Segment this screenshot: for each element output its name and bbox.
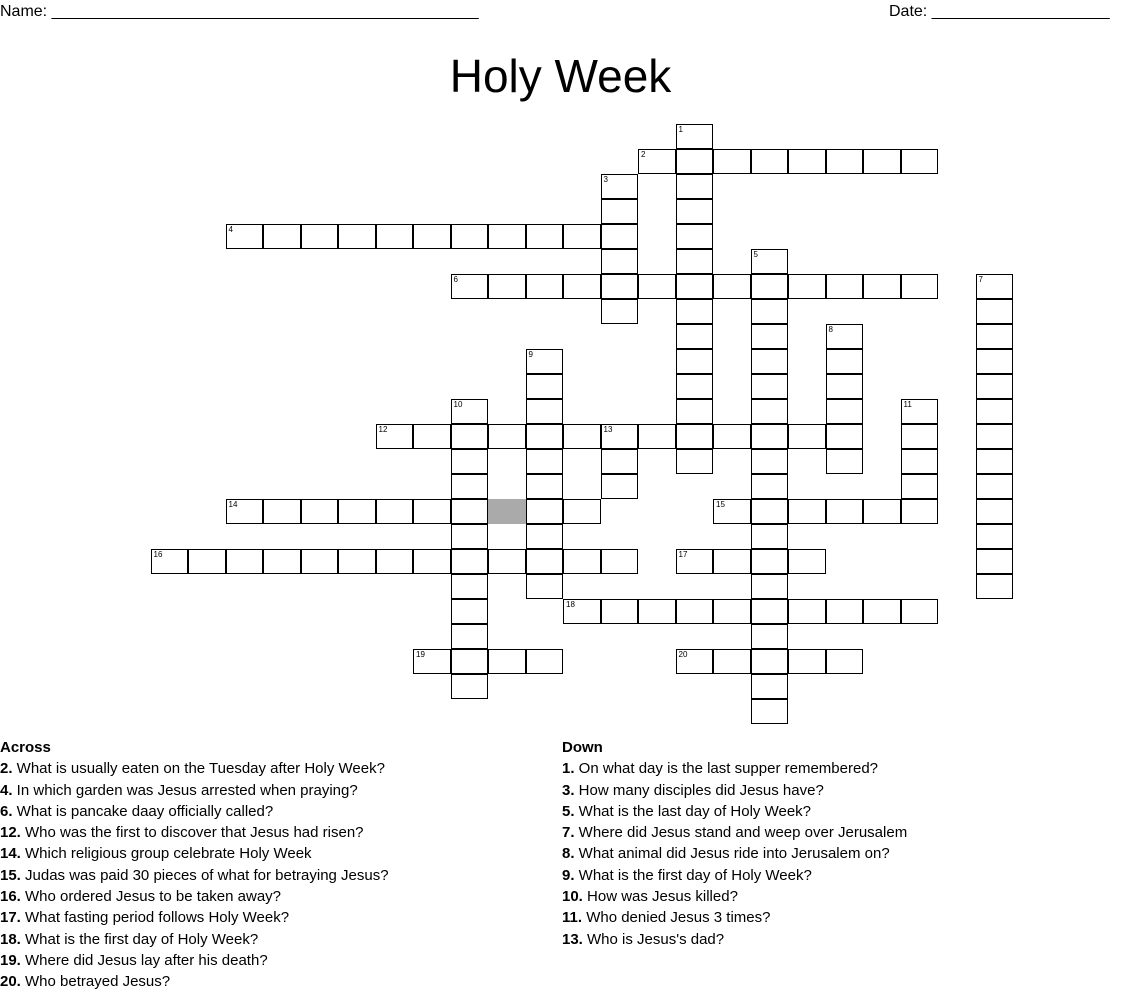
grid-cell[interactable]	[526, 399, 564, 424]
grid-cell[interactable]	[638, 274, 676, 299]
clue-item-number: 10.	[562, 888, 583, 906]
clue-item-text: What animal did Jesus ride into Jerusalem on?	[574, 845, 890, 863]
grid-cell[interactable]	[601, 249, 639, 274]
clue-item-number: 12.	[0, 824, 21, 842]
clue-item-number: 2.	[0, 760, 13, 778]
down-heading: Down	[562, 739, 603, 756]
grid-cell[interactable]	[638, 424, 676, 449]
grid-cell[interactable]	[826, 424, 864, 449]
grid-cell[interactable]	[713, 499, 751, 524]
grid-cell[interactable]	[451, 599, 489, 624]
clue-item-text: What is pancake daay officially called?	[12, 802, 274, 820]
page-title: Holy Week	[449, 50, 672, 102]
grid-cell[interactable]	[263, 499, 301, 524]
grid-cell[interactable]	[751, 674, 789, 699]
grid-cell[interactable]	[601, 549, 639, 574]
clue-item	[562, 865, 907, 886]
grid-cell[interactable]	[376, 499, 414, 524]
grid-cell[interactable]	[901, 424, 939, 449]
grid-cell[interactable]	[751, 374, 789, 399]
grid-cell[interactable]	[451, 499, 489, 524]
grid-cell[interactable]	[413, 499, 451, 524]
grid-cell[interactable]	[976, 499, 1014, 524]
grid-cell[interactable]	[488, 224, 526, 249]
clue-item	[562, 822, 907, 843]
grid-cell[interactable]	[976, 324, 1014, 349]
grid-cell[interactable]	[563, 424, 601, 449]
clue-item-text: Where did Jesus lay after his death?	[20, 951, 268, 969]
grid-cell[interactable]	[751, 624, 789, 649]
grid-cell[interactable]	[563, 549, 601, 574]
grid-cell[interactable]	[976, 399, 1014, 424]
grid-cell[interactable]	[751, 499, 789, 524]
grid-cell[interactable]	[301, 224, 339, 249]
grid-cell[interactable]	[376, 424, 414, 449]
clue-item-number: 20.	[0, 973, 21, 991]
grid-cell[interactable]	[826, 449, 864, 474]
grid-cell[interactable]	[526, 424, 564, 449]
grid-cell[interactable]	[751, 424, 789, 449]
grid-cell[interactable]	[826, 149, 864, 174]
grid-cell[interactable]	[901, 399, 939, 424]
down-clues	[562, 737, 907, 950]
grid-cell[interactable]	[451, 549, 489, 574]
grid-cell[interactable]	[301, 549, 339, 574]
clue-number: 14	[228, 500, 238, 509]
grid-cell[interactable]	[526, 524, 564, 549]
clue-item-text: How many disciples did Jesus have?	[574, 781, 824, 799]
clue-item	[0, 886, 389, 907]
grid-cell[interactable]	[826, 274, 864, 299]
clue-item-text: What is the last day of Holy Week?	[574, 802, 812, 820]
grid-cell[interactable]	[338, 499, 376, 524]
grid-cell[interactable]	[263, 224, 301, 249]
clue-item	[562, 843, 907, 864]
grid-cell[interactable]	[676, 399, 714, 424]
clue-item-number: 14.	[0, 845, 21, 863]
clue-item	[0, 780, 389, 801]
clue-item-text: In which garden was Jesus arrested when praying?	[12, 781, 358, 799]
clue-item	[562, 780, 907, 801]
grid-cell[interactable]	[788, 649, 826, 674]
grid-cell[interactable]	[601, 599, 639, 624]
grid-cell[interactable]	[451, 524, 489, 549]
clue-item	[562, 801, 907, 822]
clue-number: 15	[716, 500, 725, 509]
grid-cell[interactable]	[751, 649, 789, 674]
clue-item-number: 17.	[0, 909, 21, 927]
grid-cell[interactable]	[601, 174, 639, 199]
grid-cell[interactable]	[976, 374, 1014, 399]
grid-cell[interactable]	[676, 249, 714, 274]
clue-item-number: 8.	[562, 845, 575, 863]
clue-item-text: What fasting period follows Holy Week?	[20, 909, 290, 927]
grid-cell[interactable]	[826, 374, 864, 399]
clue-number: 6	[453, 275, 458, 284]
grid-cell[interactable]	[976, 524, 1014, 549]
clue-number: 16	[153, 550, 163, 559]
grid-cell[interactable]	[226, 499, 264, 524]
grid-cell[interactable]	[601, 224, 639, 249]
clue-item	[562, 886, 907, 907]
grid-cell[interactable]	[488, 274, 526, 299]
grid-cell[interactable]	[751, 149, 789, 174]
clue-number: 7	[978, 275, 983, 284]
grid-cell[interactable]	[713, 549, 751, 574]
clue-item-text: Which religious group celebrate Holy Week	[20, 845, 312, 863]
clue-item-number: 9.	[562, 866, 575, 884]
grid-cell[interactable]	[751, 699, 789, 724]
clue-number: 4	[228, 225, 233, 234]
clue-number: 8	[828, 325, 833, 334]
grid-cell[interactable]	[863, 274, 901, 299]
clue-item-number: 13.	[562, 930, 583, 948]
grid-cell[interactable]	[863, 499, 901, 524]
grid-cell[interactable]	[451, 474, 489, 499]
grid-cell[interactable]	[976, 349, 1014, 374]
grid-cell[interactable]	[413, 224, 451, 249]
grid-cell[interactable]	[901, 274, 939, 299]
grid-cell[interactable]	[526, 474, 564, 499]
grid-cell[interactable]	[526, 574, 564, 599]
clue-item	[562, 907, 907, 928]
across-clues	[0, 737, 389, 993]
grid-cell[interactable]	[638, 149, 676, 174]
shaded-cell	[488, 499, 526, 524]
clue-item	[0, 929, 389, 950]
grid-cell[interactable]	[751, 274, 789, 299]
clue-number: 17	[678, 550, 688, 559]
across-clue-list	[0, 758, 389, 992]
grid-cell[interactable]	[451, 399, 489, 424]
clue-item	[0, 843, 389, 864]
grid-cell[interactable]	[901, 449, 939, 474]
grid-cell[interactable]	[751, 599, 789, 624]
grid-cell[interactable]	[563, 599, 601, 624]
grid-cell[interactable]	[788, 499, 826, 524]
grid-cell[interactable]	[976, 274, 1014, 299]
grid-cell[interactable]	[788, 599, 826, 624]
grid-cell[interactable]	[451, 624, 489, 649]
clue-item-number: 18.	[0, 930, 21, 948]
grid-cell[interactable]	[676, 124, 714, 149]
grid-cell[interactable]	[676, 349, 714, 374]
grid-cell[interactable]	[976, 424, 1014, 449]
clue-number: 1	[678, 125, 683, 134]
grid-cell[interactable]	[451, 574, 489, 599]
grid-cell[interactable]	[526, 374, 564, 399]
clue-item-number: 19.	[0, 951, 21, 969]
grid-cell[interactable]	[826, 399, 864, 424]
grid-cell[interactable]	[601, 274, 639, 299]
grid-cell[interactable]	[451, 649, 489, 674]
grid-cell[interactable]	[526, 274, 564, 299]
grid-cell[interactable]	[863, 149, 901, 174]
clue-item-number: 6.	[0, 802, 13, 820]
grid-cell[interactable]	[451, 449, 489, 474]
clue-item-text: What is usually eaten on the Tuesday after Holy Week?	[12, 760, 385, 778]
grid-cell[interactable]	[713, 424, 751, 449]
clue-number: 9	[528, 350, 533, 359]
clue-item-text: Who ordered Jesus to be taken away?	[20, 888, 282, 906]
grid-cell[interactable]	[601, 299, 639, 324]
clue-number: 2	[641, 150, 646, 159]
clue-item-number: 16.	[0, 888, 21, 906]
clue-item-text: How was Jesus killed?	[582, 888, 738, 906]
grid-cell[interactable]	[901, 149, 939, 174]
grid-cell[interactable]	[751, 574, 789, 599]
grid-cell[interactable]	[526, 349, 564, 374]
grid-cell[interactable]	[676, 224, 714, 249]
grid-cell[interactable]	[976, 474, 1014, 499]
grid-cell[interactable]	[976, 549, 1014, 574]
grid-cell[interactable]	[676, 174, 714, 199]
grid-cell[interactable]	[788, 424, 826, 449]
clue-item-number: 7.	[562, 824, 575, 842]
grid-cell[interactable]	[638, 599, 676, 624]
clue-item-text: What is the first day of Holy Week?	[574, 866, 812, 884]
grid-cell[interactable]	[451, 424, 489, 449]
grid-cell[interactable]	[526, 224, 564, 249]
clue-number: 12	[378, 425, 388, 434]
grid-cell[interactable]	[676, 199, 714, 224]
grid-cell[interactable]	[901, 599, 939, 624]
grid-cell[interactable]	[788, 149, 826, 174]
clue-number: 20	[678, 650, 688, 659]
clue-item-text: Who is Jesus's dad?	[582, 930, 725, 948]
clue-number: 10	[453, 400, 463, 409]
clue-item	[0, 801, 389, 822]
grid-cell[interactable]	[451, 674, 489, 699]
grid-cell[interactable]	[751, 299, 789, 324]
grid-cell[interactable]	[976, 299, 1014, 324]
grid-cell[interactable]	[976, 574, 1014, 599]
grid-cell[interactable]	[601, 199, 639, 224]
clue-item-text: Who betrayed Jesus?	[20, 973, 171, 991]
grid-cell[interactable]	[376, 224, 414, 249]
grid-cell[interactable]	[751, 449, 789, 474]
grid-cell[interactable]	[226, 549, 264, 574]
grid-cell[interactable]	[226, 224, 264, 249]
clue-item	[0, 950, 389, 971]
clue-item-text: What is the first day of Holy Week?	[20, 930, 259, 948]
clue-item	[0, 907, 389, 928]
grid-cell[interactable]	[676, 149, 714, 174]
grid-cell[interactable]	[751, 399, 789, 424]
grid-cell[interactable]	[676, 274, 714, 299]
grid-cell[interactable]	[676, 599, 714, 624]
grid-cell[interactable]	[526, 649, 564, 674]
grid-cell[interactable]	[751, 549, 789, 574]
grid-cell[interactable]	[826, 499, 864, 524]
grid-cell[interactable]	[713, 649, 751, 674]
grid-cell[interactable]	[676, 299, 714, 324]
clue-item	[0, 865, 389, 886]
grid-cell[interactable]	[563, 224, 601, 249]
clue-item-text: Who denied Jesus 3 times?	[582, 909, 771, 927]
grid-cell[interactable]	[788, 549, 826, 574]
clue-number: 13	[603, 425, 613, 434]
grid-cell[interactable]	[488, 649, 526, 674]
grid-cell[interactable]	[413, 424, 451, 449]
grid-cell[interactable]	[713, 149, 751, 174]
grid-cell[interactable]	[413, 649, 451, 674]
grid-cell[interactable]	[376, 549, 414, 574]
clue-item-number: 15.	[0, 866, 21, 884]
grid-cell[interactable]	[601, 449, 639, 474]
clue-item-number: 3.	[562, 781, 575, 799]
grid-cell[interactable]	[488, 549, 526, 574]
grid-cell[interactable]	[263, 549, 301, 574]
grid-cell[interactable]	[526, 449, 564, 474]
clue-number: 19	[416, 650, 425, 659]
grid-cell[interactable]	[826, 349, 864, 374]
grid-cell[interactable]	[676, 649, 714, 674]
grid-cell[interactable]	[676, 449, 714, 474]
grid-cell[interactable]	[826, 599, 864, 624]
date-field-label: Date: ____________________	[889, 3, 1110, 20]
grid-cell[interactable]	[526, 549, 564, 574]
grid-cell[interactable]	[751, 349, 789, 374]
grid-cell[interactable]	[338, 224, 376, 249]
grid-cell[interactable]	[901, 474, 939, 499]
grid-cell[interactable]	[751, 524, 789, 549]
grid-cell[interactable]	[751, 324, 789, 349]
name-field-label: Name: ________________________________________________	[0, 3, 479, 20]
grid-cell[interactable]	[413, 549, 451, 574]
grid-cell[interactable]	[188, 549, 226, 574]
grid-cell[interactable]	[713, 599, 751, 624]
grid-cell[interactable]	[826, 324, 864, 349]
grid-cell[interactable]	[563, 274, 601, 299]
clue-item	[562, 929, 907, 950]
clue-item-number: 11.	[562, 909, 583, 927]
across-heading: Across	[0, 739, 51, 756]
grid-cell[interactable]	[976, 449, 1014, 474]
grid-cell[interactable]	[563, 499, 601, 524]
grid-cell[interactable]	[601, 474, 639, 499]
grid-cell[interactable]	[751, 249, 789, 274]
grid-cell[interactable]	[788, 274, 826, 299]
clue-item-number: 1.	[562, 760, 575, 778]
grid-cell[interactable]	[526, 499, 564, 524]
grid-cell[interactable]	[488, 424, 526, 449]
clue-item-text: Judas was paid 30 pieces of what for betraying Jesus?	[20, 866, 389, 884]
clue-number: 3	[603, 175, 608, 184]
grid-cell[interactable]	[676, 549, 714, 574]
clue-item-text: On what day is the last supper remembered?	[574, 760, 879, 778]
grid-cell[interactable]	[451, 224, 489, 249]
grid-cell[interactable]	[338, 549, 376, 574]
grid-cell[interactable]	[826, 649, 864, 674]
grid-cell[interactable]	[151, 549, 189, 574]
grid-cell[interactable]	[751, 474, 789, 499]
clue-item-text: Where did Jesus stand and weep over Jerusalem	[574, 824, 908, 842]
grid-cell[interactable]	[676, 424, 714, 449]
grid-cell[interactable]	[676, 324, 714, 349]
clue-item	[0, 971, 389, 992]
clue-item-number: 5.	[562, 802, 575, 820]
clue-item	[0, 822, 389, 843]
grid-cell[interactable]	[451, 274, 489, 299]
grid-cell[interactable]	[713, 274, 751, 299]
grid-cell[interactable]	[676, 374, 714, 399]
clue-number: 11	[903, 400, 912, 409]
clue-number: 18	[566, 600, 575, 609]
grid-cell[interactable]	[601, 424, 639, 449]
clue-number: 5	[753, 250, 758, 259]
grid-cell[interactable]	[901, 499, 939, 524]
clue-item	[0, 758, 389, 779]
grid-cell[interactable]	[301, 499, 339, 524]
down-clue-list	[562, 758, 907, 950]
clue-item-text: Who was the first to discover that Jesus had risen?	[20, 824, 364, 842]
clue-item	[562, 758, 907, 779]
grid-cell[interactable]	[863, 599, 901, 624]
clue-item-number: 4.	[0, 781, 13, 799]
